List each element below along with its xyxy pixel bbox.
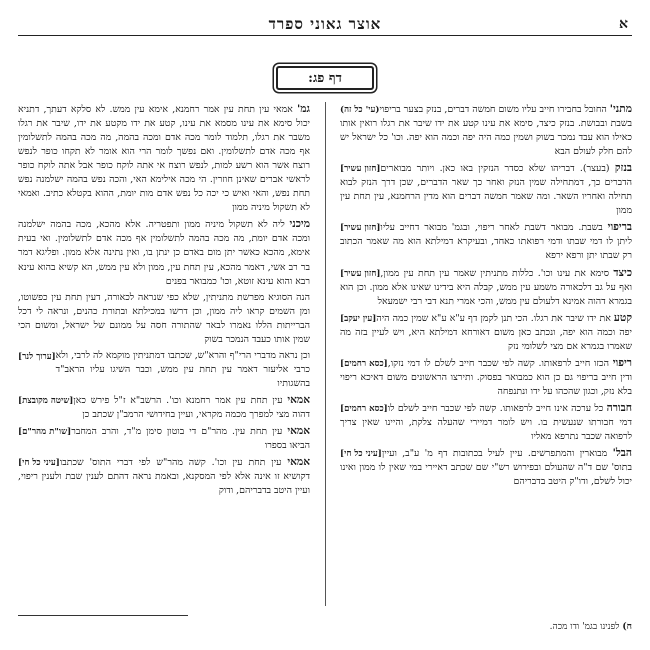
entry-text: את ידו שיבר את רגלו. הכי תנן לקמן דף ע"א ע"א שמין כמה היה יפה וכמה הוא יפה, ונכתב כאן משום דאורחא דמילתא היא, ויש לעיין בזה מה שאמרו בגמרא אם מצי לשלומי נזק [340,312,632,352]
commentary-entry [340,220,632,263]
entry-text: ליה לא תשקול מיניה ממון ותפטריה. אלא מהכא, מכה בהמה ישלמנה ומכה אדם יומת, מה מכה בהמה לתשלומין אף מכה אדם לתשלומין. ואי בעית אימא, מהכא כאשר יתן מום באדם כן ינתן בו, ואין נתינה אלא ממון. ופליגא דמר בר רב אשי, דאמר מהכא, עין תחת עין, ממון ולא עין ממש, הא קשיא בהוא עינא רבא והוא עינא זוטא, וכו' כמבואר בפנים [18,219,310,287]
entry-head: מתני' [609,103,632,115]
entry-head: קטע [613,311,632,324]
entry-text: עין תחת עין. מהר"ם די בוטון סימן מ"ד, והרב המחבר הביאו בספרו [71,426,310,452]
daf-label: דף פג: [276,66,374,90]
entry-head: גמ' [296,103,310,115]
commentary-entry [340,401,632,444]
commentary-entry [340,356,632,399]
entry-text: בשבת. מבואר דשבת לאחר ריפוי, ובגמ' מבואר דחייב עליו ליתן לו דמי שבתו ודמי רפואתו כאחד, ובעיקרא דמילתא הוא מה שאמר הכתוב רק שבתו יתן ורפא ירפא [340,222,632,262]
entry-text: עין תחת עין אמר רחמנא וכו'. הרשב"א ז"ל פירש כאן דהוה מצי למפרך מכמה מקראי, ועיין בחידושי הרמב"ן שכתב כן [73,394,310,420]
commentary-entry [18,393,310,422]
commentary-entry [18,424,310,453]
entry-text: וכן נראה מדברי הרי"ף והרא"ש, שכתבו דמתניתין מוקמא לה לרבי, ולא כרבי אליעזר דאמר עין תחת עין ממש, וכבר השיגו עליו הראב"ד בהשגותיו [55,349,310,389]
commentary-entry [340,446,632,489]
book-title: אוצר גאוני ספרד [268,15,382,33]
entry-text: סימא את עינו וכו'. כללות מתניתין שאמר עין תחת עין ממון, ואף על גב דלכאורה משמע עין ממש, קבלה היא בידינו שאינו אלא ממון. וכן הוא בגמרא דהוה אמינא דלעולם עין ממש, והכי אמרי תנא דבי רבי ישמעאל [340,267,632,307]
entry-text: אמאי עין תחת עין אמר רחמנא, אימא עין ממש. לא סלקא דעתך, דתניא יכול סימא את עינו מסמא את עינו, קטע את ידו מקטע את ידו, שיבר את רגלו משבר את רגלו, תלמוד לומר מכה אדם ומכה בהמה, מה מכה בהמה לתשלומין אף מכה אדם לתשלומין. ואם נפשך לומר הרי הוא אומר לא תקחו כופר לנפש רוצח אשר הוא רשע למות, לנפש רוצח אי אתה לוקח כופר אבל אתה לוקח כופר לראשי אברים שאינן חוזרין. הי מכה אילימא האי, והכה נפש בהמה ישלמנה נפש תחת נפש, והאי ואיש כי יכה כל נפש אדם מות יומת, ההוא בקטלא כתיב. ואמאי לא תשקול מיניה ממון [18,104,310,214]
entry-source: (עי' כל זה) [340,105,380,115]
entry-head: כיצד [613,266,632,279]
entry-head: בריפוי [607,221,632,234]
entry-head: ריפוי [612,356,632,369]
entry-text: כל ערכה אינו חייב לרפאותו. קשה לפי שכבר חייב לשלם לו דמי חבורתו שנעשית בו. ויש לומר דמיירי שהעלה צלקת, והיינו שאין צריך לרפואה שכבר נתרפא מאליו [340,402,632,443]
commentary-entry [340,161,632,218]
entry-head: אמאי [287,425,310,438]
commentary-entry [18,349,310,391]
commentary-entry [18,455,310,498]
commentary-entry [18,217,310,288]
entry-head: אמאי [287,393,310,406]
commentary-entry [340,311,632,354]
entry-source: [כסא רחמים] [340,403,388,414]
entry-head: הבל' [612,447,632,460]
entry-source: [ערוך לנר] [18,351,56,362]
entry-head: אמאי [287,456,310,469]
commentary-entry [340,266,632,309]
entry-source: [עיני כל חי] [18,458,60,469]
entry-source: [שיטה מקובצת] [18,395,74,406]
book-page [18,14,632,636]
entry-source: [שו"ת מהר"ם] [18,427,72,438]
entry-head: בנזק [614,162,632,175]
entry-text: מבוארין והמתפרשים. עיין לעיל בכתובות דף מ' ע"ב, ועיין בתוס' שם ד"ה שהעולם ובפירוש רש"י שם שכתב דאיירי במי שאין לו ממון ואינו יכול לשלם, ודו"ק היטב בדבריהם [340,448,632,488]
entry-source: [עיני כל חי] [340,449,382,460]
entry-head: מיכני [289,218,310,231]
page-letter: א [619,16,628,32]
footnote-number: ח) [622,622,632,632]
entry-source: [עין יעקב] [340,313,377,324]
entry-source: [כסא רחמים] [340,358,388,369]
entry-source: [חזון עשיר] [340,268,381,279]
entry-source: [חזון עשיר] [340,223,381,234]
entry-text: החובל בחבירו חייב עליו משום חמשה דברים, בנזק בצער בריפוי בשבת ובבושת. בנזק כיצד, סימא את עינו קטע את ידו שיבר את רגלו רואין אותו כאילו הוא עבד נמכר בשוק ושמין כמה היה יפה וכמה הוא יפה. וכו' כל ישראל יש להם חלק לעולם הבא [340,104,632,158]
entry-text: (בעצר). דבריהו שלא כסדר הנזקין באו כאן. ויותר מבוארים הדברים כך, דמתחילה שמין הנזק ואחר כך שאר הדברים, שכן דרך הנזק לבוא תחילה ואחריו השאר. ומה שאמר חמשה דברים הוא מדין הרחמנא, עין תחת עין ממון [340,163,632,217]
footnote-text: לפנינו בגמ' ודו מכה. [549,622,620,632]
commentary-entry [18,102,310,215]
column-divider [325,102,326,606]
commentary-entry [18,291,310,347]
footnote [550,621,632,632]
left-column [18,102,310,610]
entry-text: הנה הסוגיא מפרשת מתניתין, שלא כפי שנראה לכאורה, דעין תחת עין כפשוטו, ומן השמים קראו ליה ממון, וכן דרשו במכילתא ובתורת כהנים, ונראה לי דכל הברייתות הללו נאמרו לבאר שהתורה חסה על ממונם של ישראל, ומשום הכי שמין אותו כעבד הנמכר בשוק [18,291,310,345]
entry-source: [חזון עשיר] [340,164,381,175]
entry-text: הכזו חייב לרפאותו. קשה לפי שכבר חייב לשלם לו דמי נזקו, ודין חייב בריפוי גם כן הוא כמבואר בפסוק. ותירצו הראשונים משום דאיכא ריפוי בלא נזק, וכגון שהכהו על ידו ונתנפחה [340,357,632,397]
entry-head: חבורה [606,401,632,414]
commentary-entry [340,102,632,159]
entry-text: עין תחת עין וכו'. קשה מהר"ש לפי דברי התוס' שכתבו דקושיא זו אינה אלא לפי המסקנא, ובאמת נראה דהתם לענין שבת ולענין ריפוי, ועיין היטב בדבריהם, ודוק [18,457,310,497]
running-header [18,14,632,36]
footnote-rule [18,615,188,616]
right-column [340,102,632,610]
